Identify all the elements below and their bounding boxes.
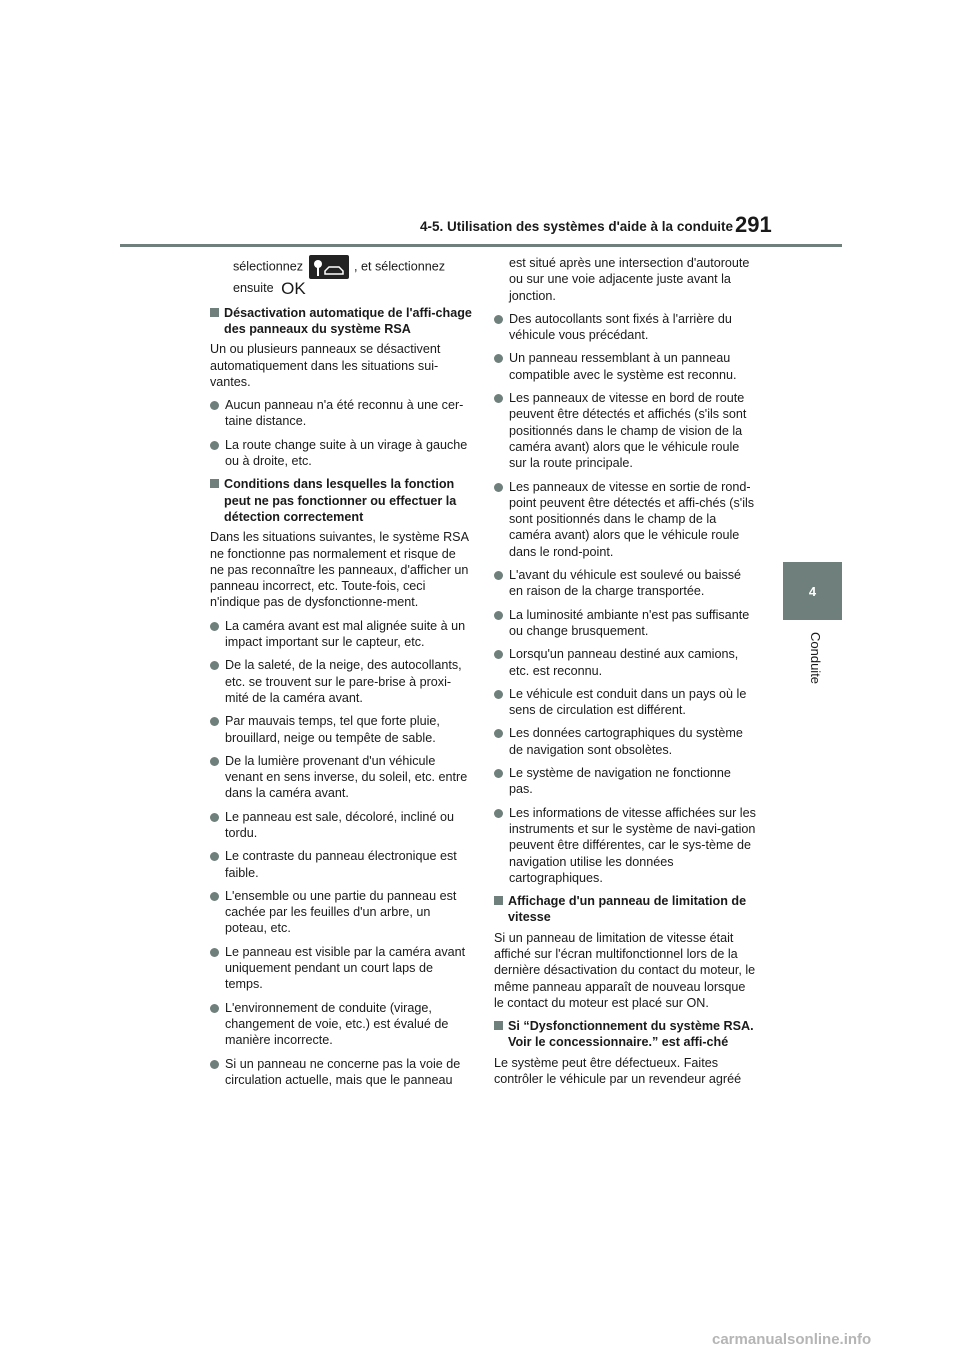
paragraph-conditions: Dans les situations suivantes, le système RSA ne fonctionne pas normalement et risque de ne pas reconnaître les panneaux, d'afficher un panneau incorrect, etc. Toute-fois, ceci n'indique pas de dysfonctionne-ment.	[210, 530, 469, 610]
right-column	[494, 255, 756, 1094]
header-section-title: 4-5. Utilisation des systèmes d'aide à la conduite	[420, 219, 734, 234]
list-item: L'environnement de conduite (virage, changement de voie, etc.) est évalué de manière incorrecte.	[210, 1000, 472, 1049]
paragraph-malfunction: Le système peut être défectueux. Faites contrôler le véhicule par un revendeur agréé	[494, 1055, 742, 1087]
intro-text-before: sélectionnez	[233, 259, 304, 274]
round-bullet-icon	[494, 390, 509, 406]
watermark: carmanualsonline.info	[712, 1331, 872, 1348]
round-bullet-icon	[494, 725, 509, 741]
round-bullet-icon	[210, 753, 225, 769]
square-bullet-icon	[210, 479, 224, 488]
ok-icon: OK	[281, 278, 306, 298]
heading-speed-sign-display: Affichage d'un panneau de limitation de vitesse	[494, 893, 756, 926]
chapter-number: 4	[808, 583, 817, 599]
round-bullet-icon	[210, 713, 225, 729]
list-item: De la lumière provenant d'un véhicule venant en sens inverse, du soleil, etc. entre dans la caméra avant.	[210, 753, 472, 802]
square-bullet-icon	[494, 896, 508, 905]
list-item: Par mauvais temps, tel que forte pluie, brouillard, neige ou tempête de sable.	[210, 713, 472, 746]
list-item: Aucun panneau n'a été reconnu à une cer-taine distance.	[210, 397, 472, 430]
round-bullet-icon	[494, 607, 509, 623]
list-item: Les informations de vitesse affichées sur les instruments et sur le système de navi-gation peuvent être différentes, car le sys-tème de navigation utilise les données cartographiques.	[494, 805, 756, 886]
round-bullet-icon	[210, 1056, 225, 1072]
intro-text-after: , et sélectionnez	[354, 259, 446, 274]
bullet-continuation: est situé après une intersection d'autoroute ou sur une voie adjacente juste avant la jonction.	[509, 256, 750, 303]
list-item: Le panneau est visible par la caméra avant uniquement pendant un court laps de temps.	[210, 944, 472, 993]
round-bullet-icon	[494, 311, 509, 327]
page-number: 291	[735, 212, 772, 237]
list-item: Les panneaux de vitesse en sortie de rond-point peuvent être détectés et affi-chés (s'ils sont positionnés dans le champ de la caméra avant) alors que le véhicule roule dans le rond-point.	[494, 479, 756, 560]
list-item: De la saleté, de la neige, des autocollants, etc. se trouvent sur le pare-brise à proxi-mité de la caméra avant.	[210, 657, 472, 706]
list-item: Des autocollants sont fixés à l'arrière du véhicule vous précédant.	[494, 311, 756, 344]
left-column	[210, 255, 472, 1095]
round-bullet-icon	[210, 888, 225, 904]
list-item: La route change suite à un virage à gauche ou à droite, etc.	[210, 437, 472, 470]
round-bullet-icon	[210, 944, 225, 960]
round-bullet-icon	[494, 646, 509, 662]
round-bullet-icon	[494, 805, 509, 821]
chapter-label: Conduite	[808, 632, 823, 685]
list-item: L'avant du véhicule est soulevé ou baissé en raison de la charge transportée.	[494, 567, 756, 600]
list-item: Lorsqu'un panneau destiné aux camions, etc. est reconnu.	[494, 646, 756, 679]
square-bullet-icon	[494, 1021, 508, 1030]
paragraph-auto-deactivation: Un ou plusieurs panneaux se désactivent automatiquement dans les situations sui-vantes.	[210, 342, 441, 389]
header-rule	[120, 244, 842, 247]
round-bullet-icon	[494, 765, 509, 781]
list-item: Le contraste du panneau électronique est faible.	[210, 848, 472, 881]
list-item: Les panneaux de vitesse en bord de route peuvent être détectés et affichés (s'ils sont positionnés dans le champ de vision de la caméra avant) alors que le véhicule roule sur la route principale.	[494, 390, 756, 471]
round-bullet-icon	[210, 437, 225, 453]
paragraph-speed-sign-display: Si un panneau de limitation de vitesse était affiché sur l'écran multifonctionnel lors de la dernière désactivation du contact du moteur, le même panneau apparaît de nouveau lorsque le contact du moteur est placé sur ON.	[494, 930, 756, 1010]
list-item: Le véhicule est conduit dans un pays où le sens de circulation est différent.	[494, 686, 756, 719]
intro-text-line2: ensuite	[233, 281, 274, 295]
round-bullet-icon	[210, 397, 225, 413]
list-item: La caméra avant est mal alignée suite à un impact important sur le capteur, etc.	[210, 618, 472, 651]
list-item: Le panneau est sale, décoloré, incliné ou tordu.	[210, 809, 472, 842]
round-bullet-icon	[210, 1000, 225, 1016]
list-item: Si un panneau ne concerne pas la voie de circulation actuelle, mais que le panneau	[210, 1056, 472, 1089]
round-bullet-icon	[494, 567, 509, 583]
list-item: Les données cartographiques du système de navigation sont obsolètes.	[494, 725, 756, 758]
round-bullet-icon	[494, 350, 509, 366]
round-bullet-icon	[494, 479, 509, 495]
list-item: Un panneau ressemblant à un panneau compatible avec le système est reconnu.	[494, 350, 756, 383]
list-item: L'ensemble ou une partie du panneau est cachée par les feuilles d'un arbre, un poteau, etc.	[210, 888, 472, 937]
chapter-tab	[783, 562, 842, 620]
round-bullet-icon	[210, 657, 225, 673]
list-item: Le système de navigation ne fonctionne pas.	[494, 765, 756, 798]
heading-conditions: Conditions dans lesquelles la fonction peut ne pas fonctionner ou effectuer la détection correctement	[210, 476, 472, 525]
list-item: La luminosité ambiante n'est pas suffisante ou change brusquement.	[494, 607, 756, 640]
intro-instruction	[210, 255, 472, 298]
round-bullet-icon	[210, 848, 225, 864]
heading-auto-deactivation: Désactivation automatique de l'affi-chage des panneaux du système RSA	[210, 305, 472, 338]
round-bullet-icon	[210, 618, 225, 634]
round-bullet-icon	[494, 686, 509, 702]
square-bullet-icon	[210, 308, 224, 317]
round-bullet-icon	[210, 809, 225, 825]
rsa-settings-icon	[309, 255, 349, 279]
heading-malfunction: Si “Dysfonctionnement du système RSA. Voir le concessionnaire.” est affi-ché	[494, 1018, 756, 1051]
